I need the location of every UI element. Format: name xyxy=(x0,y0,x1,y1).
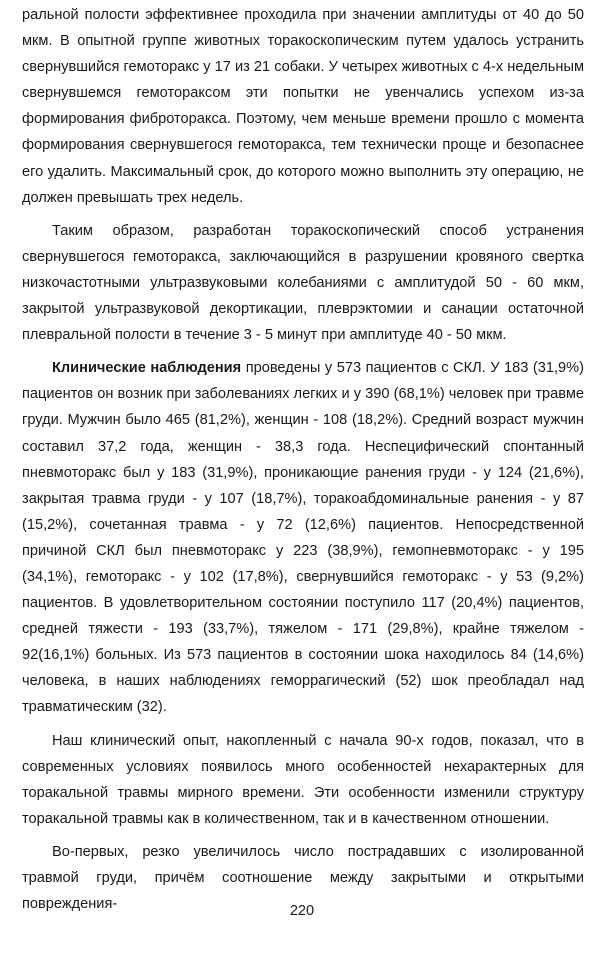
clinical-observations-heading: Клинические наблюдения xyxy=(52,360,242,377)
paragraph-conclusion: Таким образом, разработан торакоскопический способ устранения свернувшегося гемоторакса, заключающийся в разрушении кровяного свертка низкочастотными ультразвуковыми колебаниями с амплитудой 50 - 60 мкм, закрытой ультразвуковой декортикации, плеврэктомии и санации остаточной плевральной полости в течение 3 - 5 минут при амплитуде 40 - 50 мкм. xyxy=(22,222,584,344)
paragraph-clinical-experience: Наш клинический опыт, накопленный с начала 90-х годов, показал, что в современных условиях появилось много особенностей нехарактерных для торакальной травмы мирного времени. Эти особенности изменили структуру торакальной травмы как в количественном, так и в качественном отношении. xyxy=(22,732,584,827)
paragraph-clinical-observations xyxy=(22,355,584,720)
page-number: 220 xyxy=(289,903,315,919)
paragraph-continuation: ральной полости эффективнее проходила при значении амплитуды от 40 до 50 мкм. В опытной группе животных торакоскопическим путем удалось устранить свернувшийся гемоторакс у 17 из 21 собаки. У четырех животных с 4-х недельным свернувшемся гемотораксом эти попытки не увенчались успехом из-за формирования фиброторакса. Поэтому, чем меньше времени прошло с момента формирования свернувшегося гемоторакса, тем технически проще и безопаснее его удалить. Максимальный срок, до которого можно выполнить эту операцию, не должен превышать трех недель. xyxy=(22,7,584,206)
paragraph-firstly: Во-первых, резко увеличилось число пострадавших с изолированной травмой груди, причём соотношение между закрытыми и открытыми повреждения- xyxy=(22,843,584,913)
clinical-observations-text: проведены у 573 пациентов с СКЛ. У 183 (31,9%) пациентов он возник при заболеваниях легких и у 390 (68,1%) человек при травме груди. Мужчин было 465 (81,2%), женщин - 108 (18,2%). Средний возраст мужчин составил 37,2 года, женщин - 38,3 года. Неспецифический спонтанный пневмоторакс был у 183 (31,9%), проникающие ранения груди - у 124 (21,6%), закрытая травма груди - у 107 (18,7%), торакоабдоминальные ранения - у 87 (15,2%), сочетанная травма - у 72 (12,6%) пациентов. Непосредственной причиной СКЛ был пневмоторакс у 223 (38,9%), гемопневмоторакс - у 195 (34,1%), гемоторакс - у 102 (17,8%), свернувшийся гемоторакс - у 53 (9,2%) пациентов. В удовлетворительном состоянии поступило 117 (20,4%) пациентов, средней тяжести - 193 (33,7%), тяжелом - 171 (29,8%), крайне тяжелом - 92(16,1%) больных. Из 573 пациентов в состоянии шока находилось 84 (14,6%) человека, в наших наблюдениях геморрагический (52) шок преобладал над травматическим (32). xyxy=(22,360,584,716)
